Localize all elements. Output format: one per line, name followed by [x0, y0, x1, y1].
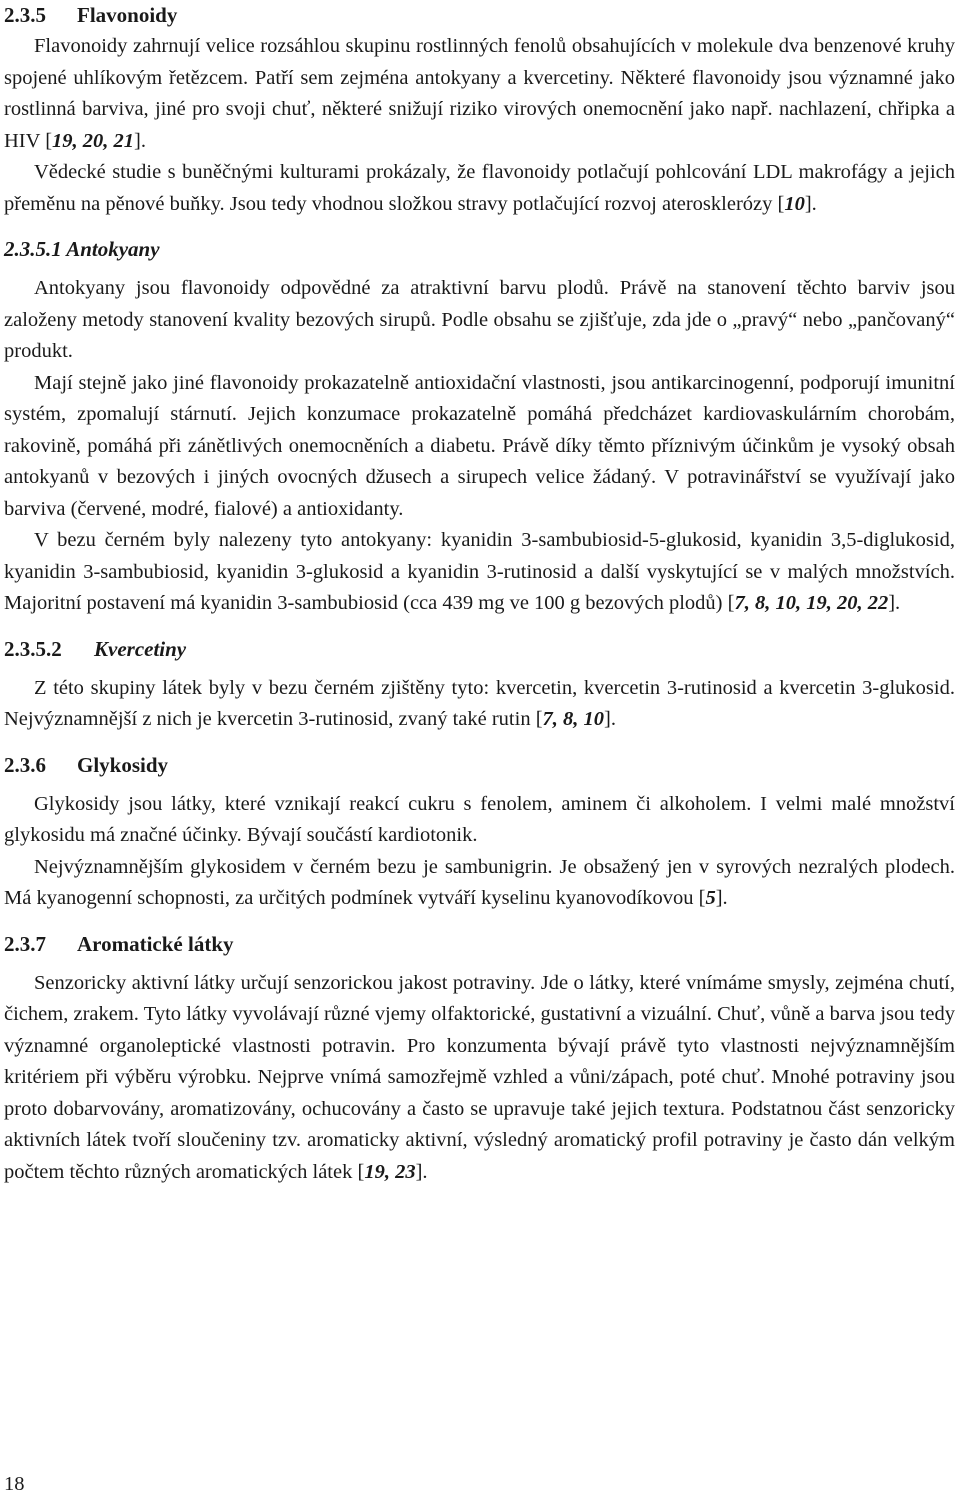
paragraph	[4, 157, 955, 220]
section-title: Aromatické látky	[77, 931, 234, 956]
paragraph	[4, 673, 955, 736]
text: Senzoricky aktivní látky určují senzorickou jakost potraviny. Jde o látky, které vnímáme smysly, zejména chutí, čichem, zrakem. Tyto látky vyvolávají různé vjemy olfaktorické, gustativní a vizuální. Chuť, vůně a barva jsou tedy významné organoleptické vlastnosti potravin. Pro konzumenta bývají právě tyto vlastnosti nejvýznamnějším kritériem při výběru výrobku. Nejprve vnímá samozřejmě vzhled a vůni/zápach, poté chuť. Mnohé potraviny jsou proto dobarvovány, aromatizovány, ochucovány a často se upravuje také jejich textura. Podstatnou část senzoricky aktivních látek tvoří sloučeniny tzv. aromaticky aktivní, výsledný aromatický profil potraviny je často dán velkým počtem těchto různých aromatických látek [	[4, 971, 955, 1183]
citation: 10	[784, 192, 805, 215]
text: ].	[415, 1160, 428, 1183]
citation: 7, 8, 10, 19, 20, 22	[734, 592, 889, 614]
section-heading-2-3-5-2	[4, 634, 955, 665]
section-number: 2.3.6	[4, 752, 46, 777]
text: Vědecké studie s buněčnými kulturami prokázaly, že flavonoidy potlačují pohlcování LDL makrofágy a jejich přeměnu na pěnové buňky. Jsou tedy vhodnou složkou stravy potlačující rozvoj aterosklerózy [	[4, 161, 955, 215]
section-number: 2.3.5.2	[4, 636, 62, 661]
section-heading-2-3-5-1: 2.3.5.1 Antokyany	[4, 237, 160, 261]
text: Z této skupiny látek byly v bezu černém zjištěny tyto: kvercetin, kvercetin 3-rutinosid a kvercetin 3-glukosid. Nejvýznamnější z nich je kvercetin 3-rutinosid, zvaný také rutin [	[4, 676, 955, 730]
text: ].	[715, 887, 728, 909]
paragraph	[4, 31, 955, 157]
text: ].	[888, 592, 901, 614]
text: V bezu černém byly nalezeny tyto antokyany: kyanidin 3-sambubiosid-5-glukosid, kyanidin 3,5-diglukosid, kyanidin 3-sambubiosid, kyanidin 3-glukosid a kyanidin 3-rutinosid a další vyskytující se v malých množstvích. Majoritní postavení má kyanidin 3-sambubiosid (cca 439 mg ve 100 g bezových plodů) [	[4, 529, 955, 614]
citation: 7, 8, 10	[542, 708, 605, 730]
paragraph	[4, 525, 955, 620]
text: Nejvýznamnějším glykosidem v černém bezu je sambunigrin. Je obsažený jen v syrových nezralých plodech. Má kyanogenní schopnosti, za určitých podmínek vytváří kyselinu kyanovodíkovou [	[4, 855, 955, 909]
section-heading-2-3-5	[4, 0, 955, 31]
paragraph: Mají stejně jako jiné flavonoidy prokazatelně antioxidační vlastnosti, jsou antikarcinogenní, podporují imunitní systém, zpomalují stárnutí. Jejich konzumace prokazatelně pomáhá předcházet kardiovaskulárním chorobám, rakovině, pomáhá při zánětlivých onemocněních a diabetu. Právě díky těmto příznivým účinkům je vysoký obsah antokyanů v bezových i jiných ovocných džusech a sirupech velice žádaný. V potravinářství se využívají jako barviva (červené, modré, fialové) a antioxidanty.	[4, 371, 955, 520]
text: Flavonoidy zahrnují velice rozsáhlou skupinu rostlinných fenolů obsahujících v molekule dva benzenové kruhy spojené uhlíkovým řetězcem. Patří sem zejména antokyany a kvercetiny. Některé flavonoidy jsou významné jako rostlinná barviva, jiné pro svoji chuť, některé snižují riziko virových onemocnění jako např. nachlazení, chřipka a HIV [	[4, 35, 955, 152]
section-title: Kvercetiny	[94, 636, 187, 661]
paragraph	[4, 852, 955, 915]
section-title: Glykosidy	[77, 752, 169, 777]
paragraph: Glykosidy jsou látky, které vznikají reakcí cukru s fenolem, aminem či alkoholem. I velmi malé množství glykosidu má značné účinky. Bývají součástí kardiotonik.	[4, 792, 955, 846]
section-heading-2-3-7	[4, 929, 955, 960]
page-number: 18	[4, 1473, 25, 1495]
citation: 5	[705, 887, 716, 909]
text: ].	[134, 129, 146, 152]
section-number: 2.3.7	[4, 931, 46, 956]
text: ].	[804, 192, 817, 215]
page-content	[4, 0, 955, 1188]
text: ].	[604, 708, 616, 730]
section-title: Flavonoidy	[77, 3, 178, 27]
section-number: 2.3.5	[4, 3, 46, 27]
citation: 19, 23	[364, 1160, 416, 1183]
paragraph	[4, 968, 955, 1189]
paragraph: Antokyany jsou flavonoidy odpovědné za atraktivní barvu plodů. Právě na stanovení těchto barviv jsou založeny metody stanovení kvality bezových sirupů. Podle obsahu se zjišťuje, zda jde o „pravý“ nebo „pančovaný“ produkt.	[4, 277, 955, 362]
section-heading-2-3-6	[4, 750, 955, 781]
citation: 19, 20, 21	[52, 129, 135, 152]
